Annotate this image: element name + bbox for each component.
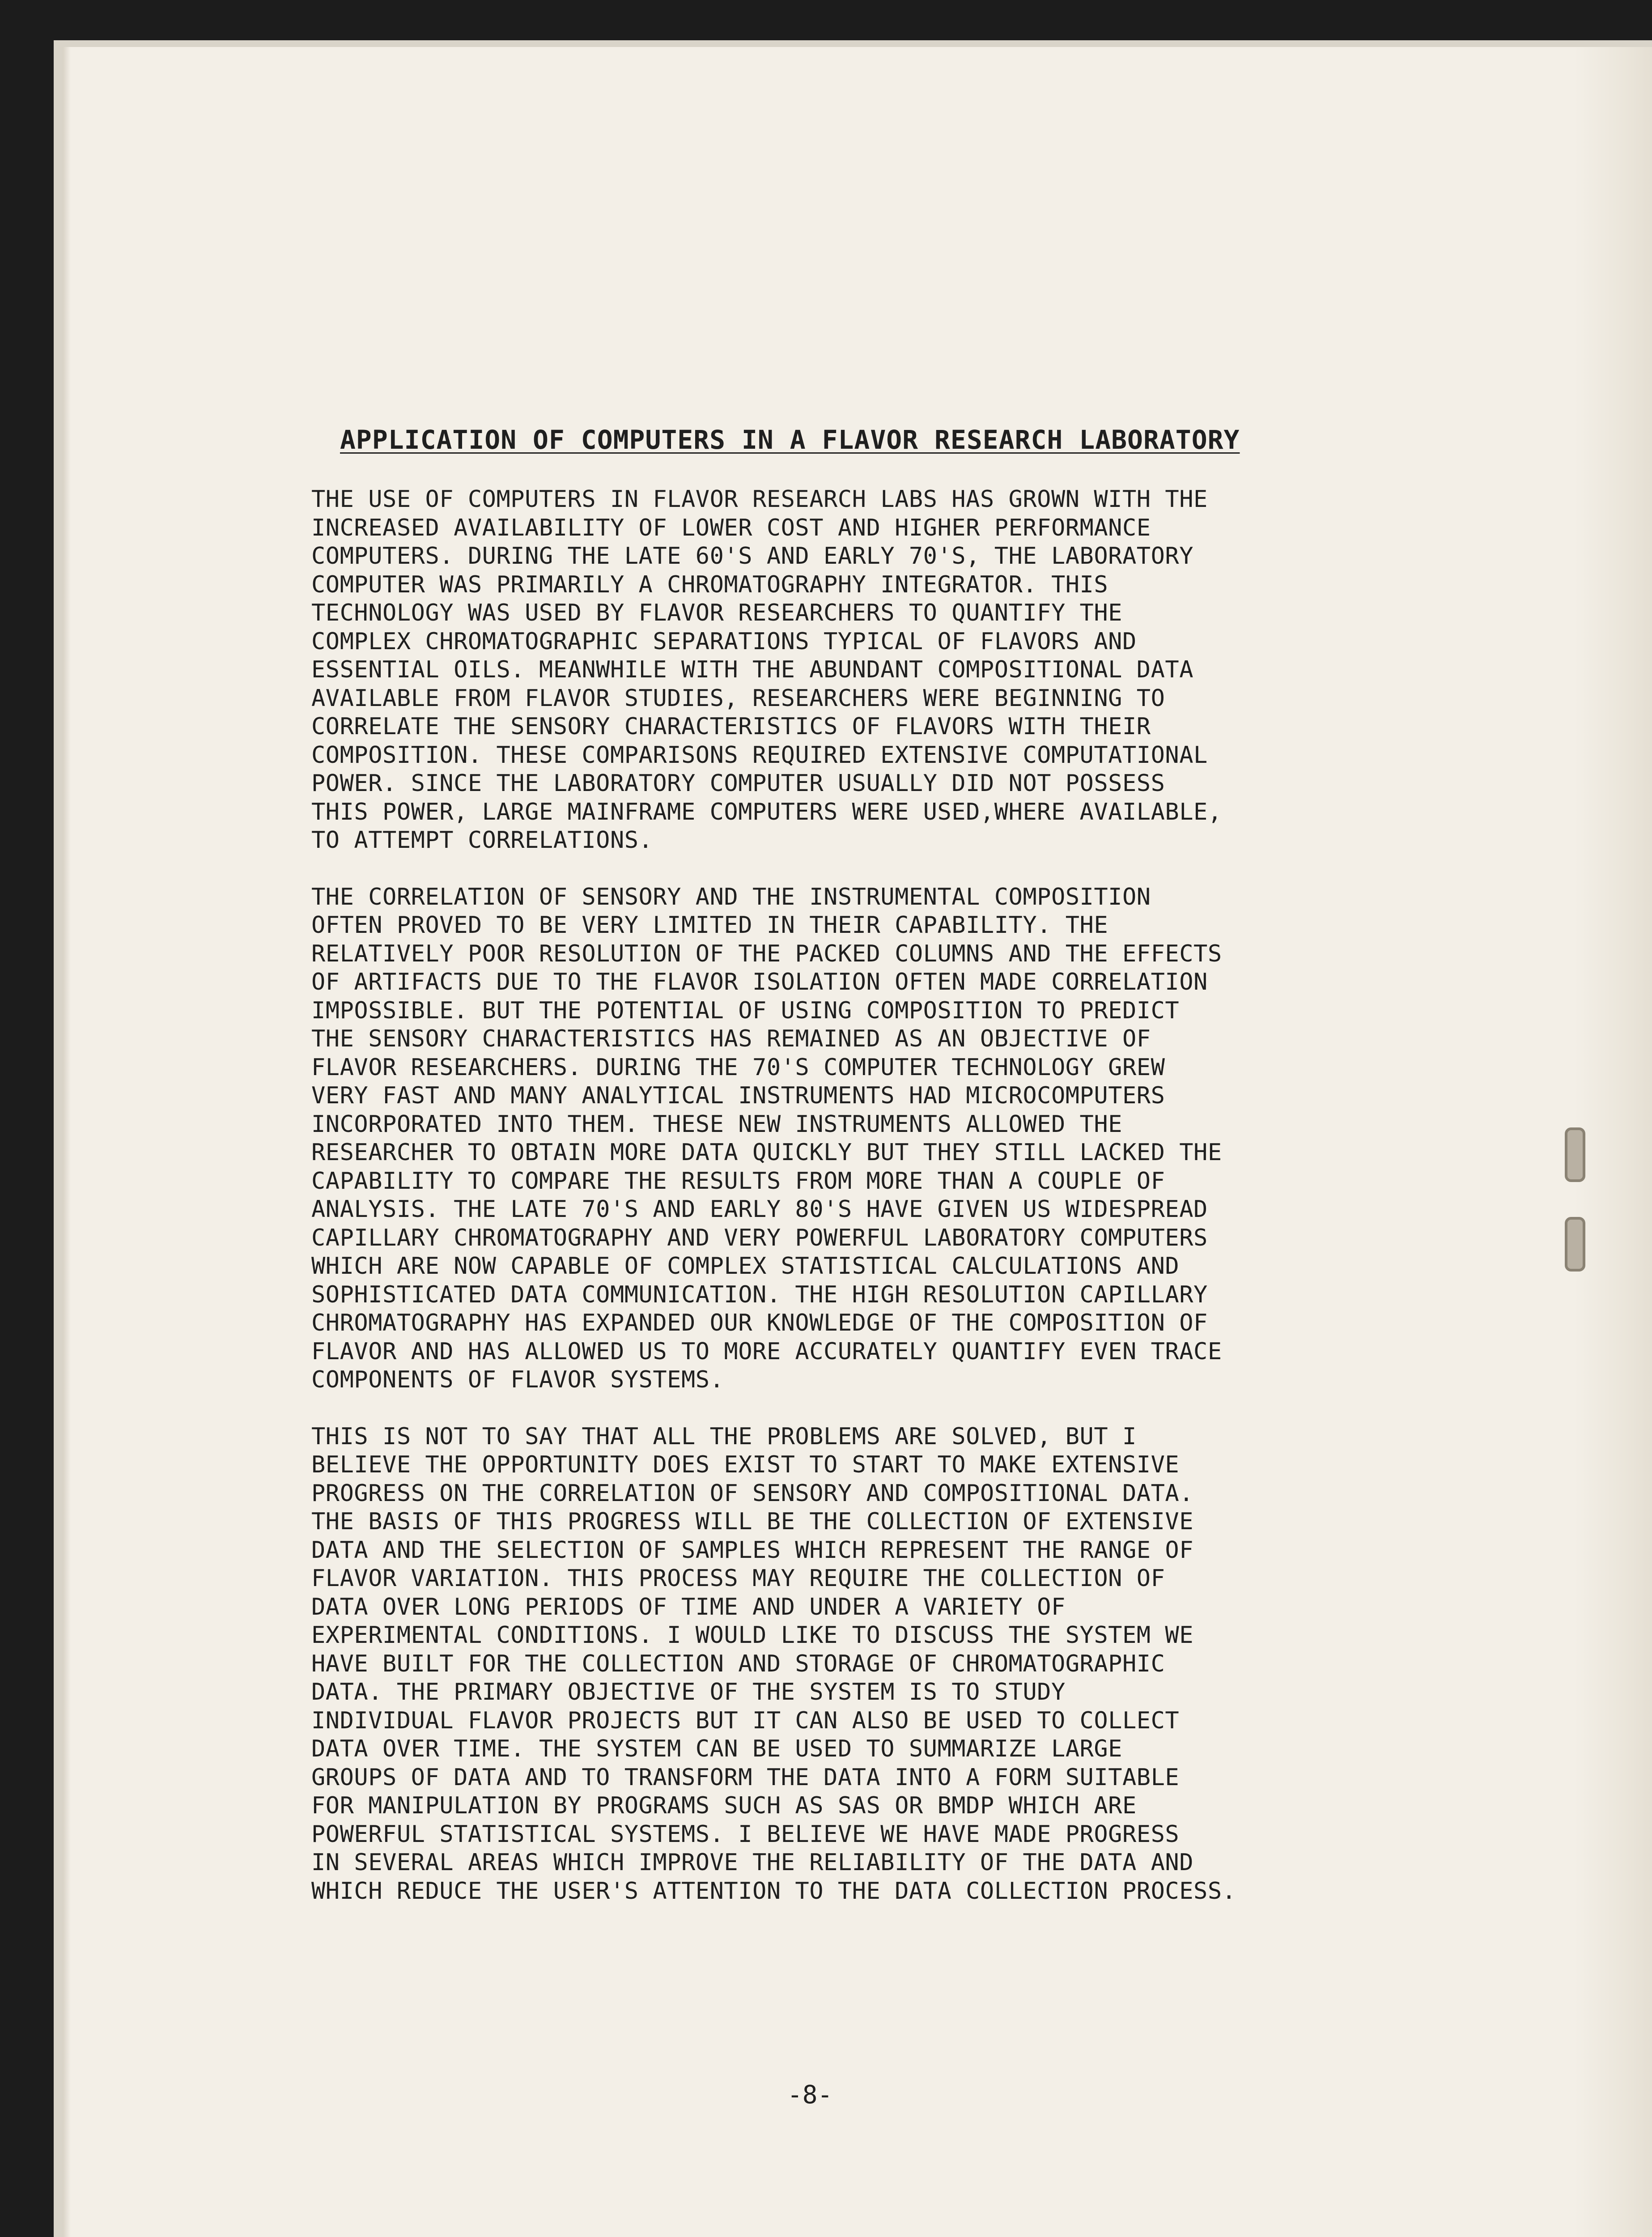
text-line: DATA OVER LONG PERIODS OF TIME AND UNDER A VARIETY OF [311,1593,1066,1620]
text-line: FLAVOR VARIATION. THIS PROCESS MAY REQUIRE THE COLLECTION OF [311,1565,1165,1592]
text-line: PROGRESS ON THE CORRELATION OF SENSORY AND COMPOSITIONAL DATA. [311,1480,1194,1507]
text-line: DATA. THE PRIMARY OBJECTIVE OF THE SYSTEM IS TO STUDY [311,1679,1066,1705]
paragraph-3 [311,1423,1448,1906]
text-line: INCREASED AVAILABILITY OF LOWER COST AND HIGHER PERFORMANCE [311,514,1151,541]
text-line: TECHNOLOGY WAS USED BY FLAVOR RESEARCHERS TO QUANTIFY THE [311,600,1122,626]
text-line: RELATIVELY POOR RESOLUTION OF THE PACKED COLUMNS AND THE EFFECTS [311,940,1222,967]
text-line: DATA OVER TIME. THE SYSTEM CAN BE USED TO SUMMARIZE LARGE [311,1735,1122,1762]
text-line: COMPLEX CHROMATOGRAPHIC SEPARATIONS TYPICAL OF FLAVORS AND [311,628,1137,655]
text-line: TO ATTEMPT CORRELATIONS. [311,827,653,854]
text-line: HAVE BUILT FOR THE COLLECTION AND STORAGE OF CHROMATOGRAPHIC [311,1650,1165,1677]
text-line: WHICH REDUCE THE USER'S ATTENTION TO THE DATA COLLECTION PROCESS. [311,1877,1236,1905]
text-line: POWER. SINCE THE LABORATORY COMPUTER USUALLY DID NOT POSSESS [311,770,1165,797]
text-line: OF ARTIFACTS DUE TO THE FLAVOR ISOLATION OFTEN MADE CORRELATION [311,969,1208,995]
text-line: RESEARCHER TO OBTAIN MORE DATA QUICKLY BUT THEY STILL LACKED THE [311,1139,1222,1166]
body-text [311,485,1448,1934]
text-line: VERY FAST AND MANY ANALYTICAL INSTRUMENTS HAD MICROCOMPUTERS [311,1082,1165,1109]
text-line: EXPERIMENTAL CONDITIONS. I WOULD LIKE TO DISCUSS THE SYSTEM WE [311,1622,1194,1649]
text-line: BELIEVE THE OPPORTUNITY DOES EXIST TO START TO MAKE EXTENSIVE [311,1451,1180,1478]
text-line: INDIVIDUAL FLAVOR PROJECTS BUT IT CAN ALSO BE USED TO COLLECT [311,1707,1180,1734]
text-line: THE CORRELATION OF SENSORY AND THE INSTRUMENTAL COMPOSITION [311,883,1151,910]
text-line: THE SENSORY CHARACTERISTICS HAS REMAINED AS AN OBJECTIVE OF [311,1025,1151,1052]
staple-top [1565,1127,1585,1182]
text-line: COMPOSITION. THESE COMPARISONS REQUIRED EXTENSIVE COMPUTATIONAL [311,741,1208,769]
page-number: -8- [787,2080,833,2109]
text-line: FLAVOR AND HAS ALLOWED US TO MORE ACCURATELY QUANTIFY EVEN TRACE [311,1338,1222,1365]
text-line: CAPABILITY TO COMPARE THE RESULTS FROM MORE THAN A COUPLE OF [311,1167,1165,1195]
page-title: APPLICATION OF COMPUTERS IN A FLAVOR RESEARCH LABORATORY [340,425,1240,455]
text-line: THE BASIS OF THIS PROGRESS WILL BE THE COLLECTION OF EXTENSIVE [311,1508,1194,1535]
text-line: IMPOSSIBLE. BUT THE POTENTIAL OF USING COMPOSITION TO PREDICT [311,997,1180,1024]
text-line: GROUPS OF DATA AND TO TRANSFORM THE DATA INTO A FORM SUITABLE [311,1764,1180,1791]
text-line: AVAILABLE FROM FLAVOR STUDIES, RESEARCHERS WERE BEGINNING TO [311,685,1165,712]
text-line: ANALYSIS. THE LATE 70'S AND EARLY 80'S HAVE GIVEN US WIDESPREAD [311,1196,1208,1223]
page-binding-edge [1575,47,1652,2237]
staple-bottom [1565,1217,1585,1272]
text-line: IN SEVERAL AREAS WHICH IMPROVE THE RELIABILITY OF THE DATA AND [311,1849,1194,1876]
paragraph-2 [311,883,1448,1395]
text-line: COMPUTER WAS PRIMARILY A CHROMATOGRAPHY INTEGRATOR. THIS [311,571,1108,598]
page-left-edge [63,47,71,2237]
text-line: OFTEN PROVED TO BE VERY LIMITED IN THEIR CAPABILITY. THE [311,912,1108,939]
text-line: THIS POWER, LARGE MAINFRAME COMPUTERS WERE USED,WHERE AVAILABLE, [311,798,1222,825]
text-line: FOR MANIPULATION BY PROGRAMS SUCH AS SAS OR BMDP WHICH ARE [311,1792,1137,1819]
text-line: FLAVOR RESEARCHERS. DURING THE 70'S COMPUTER TECHNOLOGY GREW [311,1054,1165,1081]
text-line: WHICH ARE NOW CAPABLE OF COMPLEX STATISTICAL CALCULATIONS AND [311,1253,1180,1280]
text-line: CAPILLARY CHROMATOGRAPHY AND VERY POWERFUL LABORATORY COMPUTERS [311,1224,1208,1251]
text-line: POWERFUL STATISTICAL SYSTEMS. I BELIEVE WE HAVE MADE PROGRESS [311,1820,1180,1848]
text-line: THIS IS NOT TO SAY THAT ALL THE PROBLEMS ARE SOLVED, BUT I [311,1423,1137,1450]
text-line: INCORPORATED INTO THEM. THESE NEW INSTRUMENTS ALLOWED THE [311,1110,1122,1138]
text-line: SOPHISTICATED DATA COMMUNICATION. THE HIGH RESOLUTION CAPILLARY [311,1281,1208,1308]
text-line: ESSENTIAL OILS. MEANWHILE WITH THE ABUNDANT COMPOSITIONAL DATA [311,656,1194,683]
paragraph-1 [311,485,1448,855]
text-line: COMPUTERS. DURING THE LATE 60'S AND EARLY 70'S, THE LABORATORY [311,543,1194,570]
text-line: CHROMATOGRAPHY HAS EXPANDED OUR KNOWLEDGE OF THE COMPOSITION OF [311,1310,1208,1336]
text-line: CORRELATE THE SENSORY CHARACTERISTICS OF FLAVORS WITH THEIR [311,713,1151,740]
text-line: COMPONENTS OF FLAVOR SYSTEMS. [311,1366,724,1393]
text-line: DATA AND THE SELECTION OF SAMPLES WHICH REPRESENT THE RANGE OF [311,1536,1194,1564]
text-line: THE USE OF COMPUTERS IN FLAVOR RESEARCH LABS HAS GROWN WITH THE [311,486,1208,513]
